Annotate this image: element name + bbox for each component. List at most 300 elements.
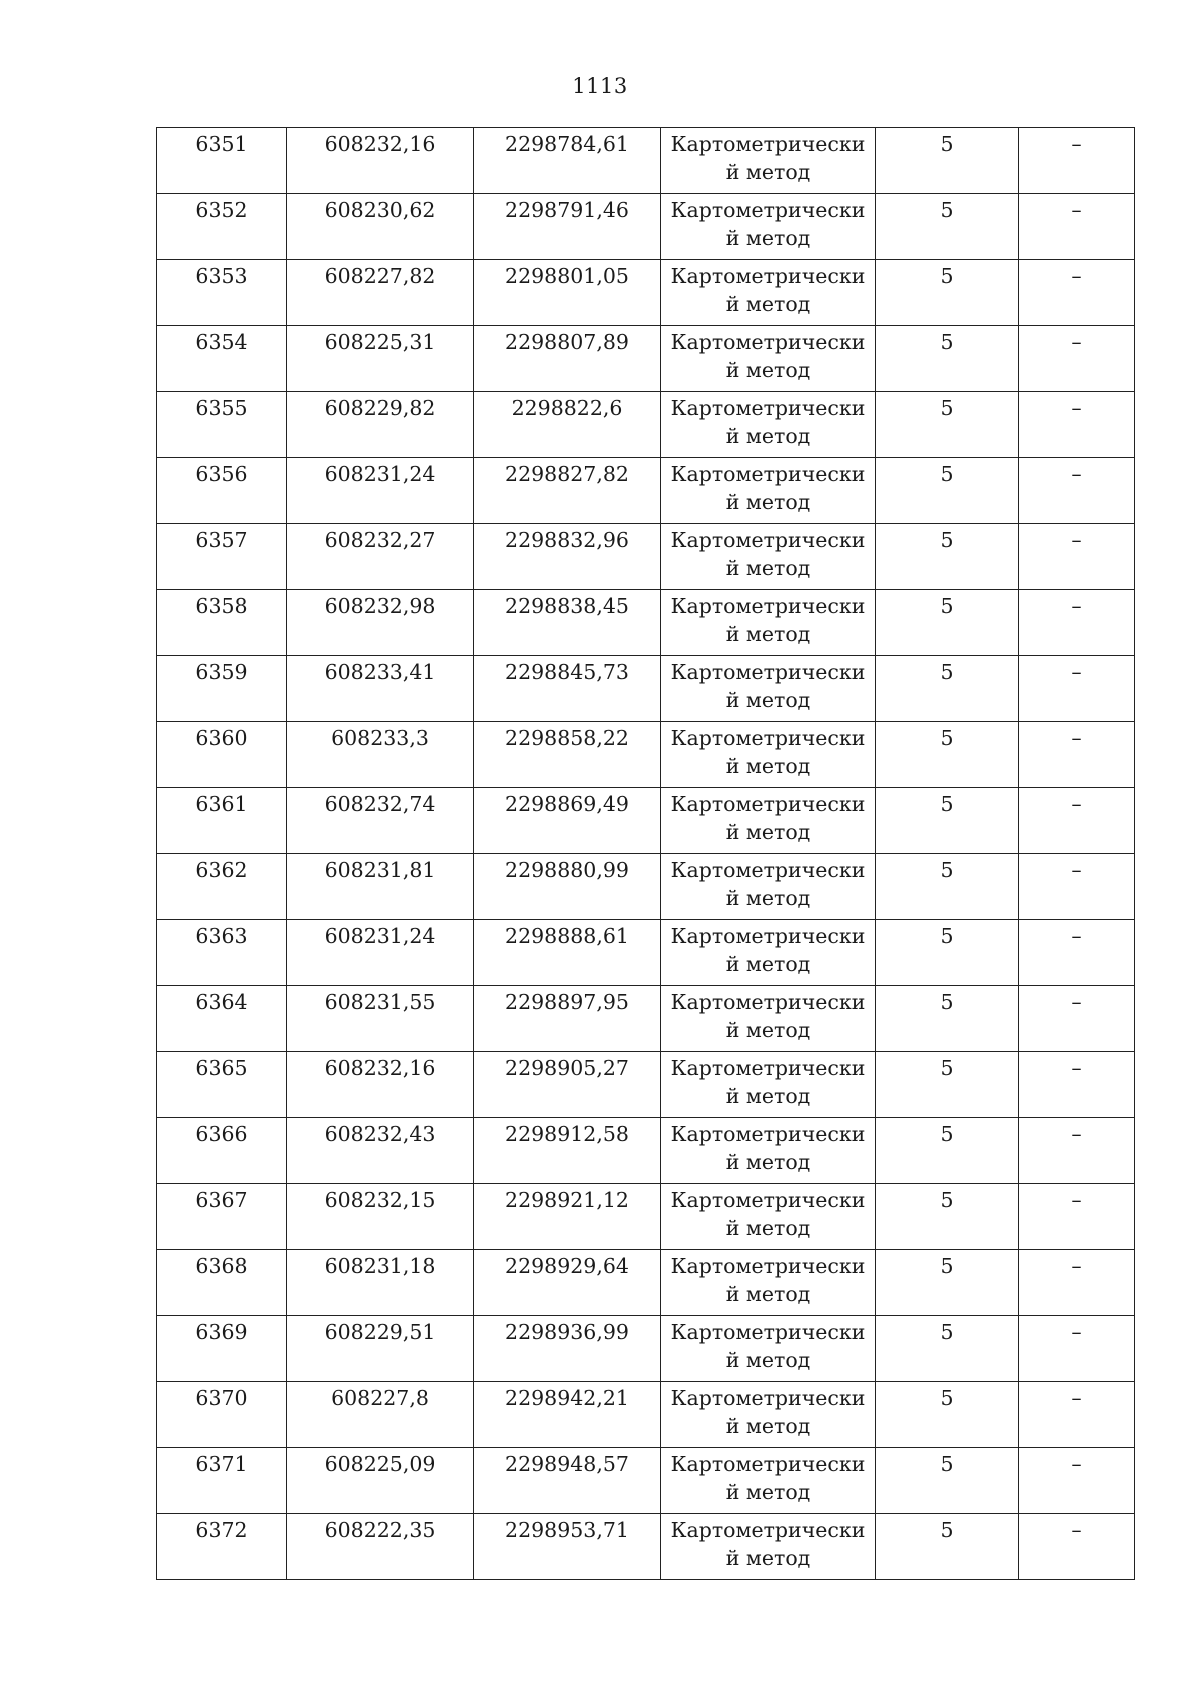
y-coordinate-cell xyxy=(474,590,661,656)
table-row xyxy=(157,1250,1135,1316)
y-coordinate-cell xyxy=(474,1052,661,1118)
x-coordinate: 608229,82 xyxy=(324,396,436,420)
point-id: 6361 xyxy=(195,792,248,816)
method-line-1: Картометрически xyxy=(670,1056,866,1080)
table-row xyxy=(157,986,1135,1052)
method-line-1: Картометрически xyxy=(670,132,866,156)
point-id-cell xyxy=(157,920,287,986)
method-cell xyxy=(661,1184,876,1250)
y-coordinate: 2298858,22 xyxy=(505,726,629,750)
note-cell xyxy=(1019,1448,1135,1514)
point-id: 6356 xyxy=(195,462,248,486)
note-value: – xyxy=(1071,660,1082,684)
note-cell xyxy=(1019,458,1135,524)
method-cell xyxy=(661,326,876,392)
x-coordinate: 608233,3 xyxy=(331,726,429,750)
note-value: – xyxy=(1071,1254,1082,1278)
note-value: – xyxy=(1071,198,1082,222)
method-line-2: й метод xyxy=(725,1018,811,1042)
y-coordinate: 2298838,45 xyxy=(505,594,629,618)
page-number: 1113 xyxy=(572,74,628,98)
x-coordinate-cell xyxy=(287,986,474,1052)
x-coordinate-cell xyxy=(287,590,474,656)
method-line-2: й метод xyxy=(725,1150,811,1174)
accuracy-cell xyxy=(876,1382,1019,1448)
accuracy-value: 5 xyxy=(940,396,954,420)
method-cell xyxy=(661,722,876,788)
x-coordinate: 608232,27 xyxy=(324,528,436,552)
x-coordinate-cell xyxy=(287,854,474,920)
note-cell xyxy=(1019,194,1135,260)
y-coordinate: 2298791,46 xyxy=(505,198,629,222)
point-id: 6367 xyxy=(195,1188,248,1212)
method-line-2: й метод xyxy=(725,424,811,448)
accuracy-cell xyxy=(876,722,1019,788)
point-id-cell xyxy=(157,1250,287,1316)
x-coordinate-cell xyxy=(287,656,474,722)
accuracy-value: 5 xyxy=(940,1518,954,1542)
method-line-1: Картометрически xyxy=(670,264,866,288)
note-value: – xyxy=(1071,1518,1082,1542)
y-coordinate-cell xyxy=(474,1118,661,1184)
point-id: 6354 xyxy=(195,330,248,354)
y-coordinate-cell xyxy=(474,1382,661,1448)
y-coordinate-cell xyxy=(474,854,661,920)
y-coordinate-cell xyxy=(474,128,661,194)
accuracy-value: 5 xyxy=(940,330,954,354)
point-id: 6359 xyxy=(195,660,248,684)
method-line-1: Картометрически xyxy=(670,594,866,618)
y-coordinate-cell xyxy=(474,920,661,986)
y-coordinate-cell xyxy=(474,392,661,458)
table-row xyxy=(157,194,1135,260)
x-coordinate-cell xyxy=(287,788,474,854)
note-value: – xyxy=(1071,726,1082,750)
accuracy-value: 5 xyxy=(940,264,954,288)
y-coordinate-cell xyxy=(474,524,661,590)
method-cell xyxy=(661,128,876,194)
note-cell xyxy=(1019,524,1135,590)
note-value: – xyxy=(1071,1452,1082,1476)
point-id-cell xyxy=(157,260,287,326)
y-coordinate-cell xyxy=(474,458,661,524)
accuracy-cell xyxy=(876,1316,1019,1382)
method-line-1: Картометрически xyxy=(670,1122,866,1146)
accuracy-cell xyxy=(876,1514,1019,1580)
method-cell xyxy=(661,1514,876,1580)
point-id-cell xyxy=(157,656,287,722)
y-coordinate-cell xyxy=(474,1184,661,1250)
method-line-2: й метод xyxy=(725,160,811,184)
table-row xyxy=(157,1118,1135,1184)
table-row xyxy=(157,722,1135,788)
note-cell xyxy=(1019,920,1135,986)
y-coordinate: 2298905,27 xyxy=(505,1056,629,1080)
method-cell xyxy=(661,524,876,590)
accuracy-value: 5 xyxy=(940,1122,954,1146)
note-cell xyxy=(1019,854,1135,920)
note-cell xyxy=(1019,986,1135,1052)
method-line-1: Картометрически xyxy=(670,792,866,816)
method-cell xyxy=(661,194,876,260)
method-line-1: Картометрически xyxy=(670,660,866,684)
y-coordinate: 2298822,6 xyxy=(511,396,623,420)
accuracy-cell xyxy=(876,458,1019,524)
table-row xyxy=(157,1052,1135,1118)
method-line-2: й метод xyxy=(725,754,811,778)
method-line-2: й метод xyxy=(725,688,811,712)
method-line-1: Картометрически xyxy=(670,990,866,1014)
note-value: – xyxy=(1071,132,1082,156)
method-cell xyxy=(661,590,876,656)
method-cell xyxy=(661,260,876,326)
note-cell xyxy=(1019,1514,1135,1580)
y-coordinate-cell xyxy=(474,656,661,722)
method-line-2: й метод xyxy=(725,952,811,976)
y-coordinate-cell xyxy=(474,1514,661,1580)
method-line-1: Картометрически xyxy=(670,1386,866,1410)
x-coordinate-cell xyxy=(287,1250,474,1316)
note-cell xyxy=(1019,788,1135,854)
x-coordinate: 608231,24 xyxy=(324,462,436,486)
y-coordinate: 2298807,89 xyxy=(505,330,629,354)
point-id: 6357 xyxy=(195,528,248,552)
y-coordinate: 2298784,61 xyxy=(505,132,629,156)
x-coordinate-cell xyxy=(287,1316,474,1382)
note-value: – xyxy=(1071,1320,1082,1344)
x-coordinate-cell xyxy=(287,128,474,194)
accuracy-cell xyxy=(876,854,1019,920)
point-id: 6364 xyxy=(195,990,248,1014)
x-coordinate-cell xyxy=(287,326,474,392)
table-row xyxy=(157,788,1135,854)
note-value: – xyxy=(1071,396,1082,420)
table-row xyxy=(157,458,1135,524)
point-id-cell xyxy=(157,590,287,656)
method-cell xyxy=(661,1118,876,1184)
x-coordinate: 608232,98 xyxy=(324,594,436,618)
x-coordinate-cell xyxy=(287,1514,474,1580)
y-coordinate: 2298869,49 xyxy=(505,792,629,816)
note-value: – xyxy=(1071,990,1082,1014)
accuracy-value: 5 xyxy=(940,1386,954,1410)
note-cell xyxy=(1019,1052,1135,1118)
x-coordinate: 608225,09 xyxy=(324,1452,436,1476)
method-line-1: Картометрически xyxy=(670,330,866,354)
x-coordinate-cell xyxy=(287,1052,474,1118)
method-line-2: й метод xyxy=(725,490,811,514)
note-value: – xyxy=(1071,924,1082,948)
y-coordinate: 2298929,64 xyxy=(505,1254,629,1278)
method-line-2: й метод xyxy=(725,1282,811,1306)
method-cell xyxy=(661,920,876,986)
note-cell xyxy=(1019,722,1135,788)
x-coordinate-cell xyxy=(287,722,474,788)
method-line-2: й метод xyxy=(725,556,811,580)
method-cell xyxy=(661,788,876,854)
method-line-1: Картометрически xyxy=(670,858,866,882)
point-id-cell xyxy=(157,722,287,788)
table-row xyxy=(157,326,1135,392)
method-cell xyxy=(661,656,876,722)
point-id-cell xyxy=(157,1184,287,1250)
y-coordinate-cell xyxy=(474,1316,661,1382)
method-line-2: й метод xyxy=(725,1480,811,1504)
method-cell xyxy=(661,458,876,524)
x-coordinate: 608231,24 xyxy=(324,924,436,948)
x-coordinate-cell xyxy=(287,458,474,524)
y-coordinate: 2298827,82 xyxy=(505,462,629,486)
point-id: 6366 xyxy=(195,1122,248,1146)
point-id-cell xyxy=(157,128,287,194)
table-row xyxy=(157,920,1135,986)
note-value: – xyxy=(1071,1122,1082,1146)
y-coordinate: 2298801,05 xyxy=(505,264,629,288)
point-id: 6351 xyxy=(195,132,248,156)
method-cell xyxy=(661,1316,876,1382)
method-line-2: й метод xyxy=(725,886,811,910)
note-value: – xyxy=(1071,264,1082,288)
method-cell xyxy=(661,1382,876,1448)
x-coordinate-cell xyxy=(287,1382,474,1448)
accuracy-cell xyxy=(876,1184,1019,1250)
method-line-2: й метод xyxy=(725,1348,811,1372)
note-value: – xyxy=(1071,1188,1082,1212)
accuracy-value: 5 xyxy=(940,726,954,750)
accuracy-value: 5 xyxy=(940,1254,954,1278)
accuracy-cell xyxy=(876,128,1019,194)
x-coordinate: 608232,74 xyxy=(324,792,436,816)
point-id-cell xyxy=(157,1052,287,1118)
method-line-1: Картометрически xyxy=(670,726,866,750)
point-id-cell xyxy=(157,194,287,260)
note-value: – xyxy=(1071,528,1082,552)
point-id: 6362 xyxy=(195,858,248,882)
table-row xyxy=(157,590,1135,656)
y-coordinate: 2298912,58 xyxy=(505,1122,629,1146)
y-coordinate: 2298921,12 xyxy=(505,1188,629,1212)
y-coordinate-cell xyxy=(474,1250,661,1316)
x-coordinate: 608222,35 xyxy=(324,1518,436,1542)
table-row xyxy=(157,1514,1135,1580)
y-coordinate: 2298936,99 xyxy=(505,1320,629,1344)
x-coordinate: 608233,41 xyxy=(324,660,436,684)
note-cell xyxy=(1019,590,1135,656)
method-cell xyxy=(661,1052,876,1118)
accuracy-value: 5 xyxy=(940,792,954,816)
method-line-1: Картометрически xyxy=(670,1320,866,1344)
method-line-1: Картометрически xyxy=(670,462,866,486)
accuracy-value: 5 xyxy=(940,1056,954,1080)
y-coordinate: 2298832,96 xyxy=(505,528,629,552)
point-id: 6363 xyxy=(195,924,248,948)
method-line-1: Картометрически xyxy=(670,1518,866,1542)
point-id-cell xyxy=(157,1514,287,1580)
x-coordinate: 608229,51 xyxy=(324,1320,436,1344)
accuracy-cell xyxy=(876,1250,1019,1316)
accuracy-value: 5 xyxy=(940,990,954,1014)
method-line-2: й метод xyxy=(725,1216,811,1240)
point-id: 6353 xyxy=(195,264,248,288)
y-coordinate-cell xyxy=(474,260,661,326)
method-line-1: Картометрически xyxy=(670,198,866,222)
x-coordinate-cell xyxy=(287,194,474,260)
x-coordinate-cell xyxy=(287,260,474,326)
point-id-cell xyxy=(157,1448,287,1514)
method-line-1: Картометрически xyxy=(670,1254,866,1278)
note-cell xyxy=(1019,392,1135,458)
accuracy-value: 5 xyxy=(940,660,954,684)
accuracy-value: 5 xyxy=(940,858,954,882)
point-id: 6352 xyxy=(195,198,248,222)
table-row xyxy=(157,392,1135,458)
method-line-2: й метод xyxy=(725,358,811,382)
note-cell xyxy=(1019,1250,1135,1316)
accuracy-cell xyxy=(876,1448,1019,1514)
method-line-2: й метод xyxy=(725,1414,811,1438)
x-coordinate: 608232,16 xyxy=(324,132,436,156)
x-coordinate: 608231,55 xyxy=(324,990,436,1014)
y-coordinate: 2298897,95 xyxy=(505,990,629,1014)
table-row xyxy=(157,1448,1135,1514)
note-cell xyxy=(1019,260,1135,326)
method-cell xyxy=(661,1448,876,1514)
y-coordinate: 2298888,61 xyxy=(505,924,629,948)
x-coordinate: 608227,82 xyxy=(324,264,436,288)
x-coordinate: 608231,18 xyxy=(324,1254,436,1278)
point-id: 6358 xyxy=(195,594,248,618)
point-id-cell xyxy=(157,1118,287,1184)
x-coordinate: 608225,31 xyxy=(324,330,436,354)
accuracy-cell xyxy=(876,392,1019,458)
point-id-cell xyxy=(157,986,287,1052)
accuracy-value: 5 xyxy=(940,198,954,222)
point-id: 6365 xyxy=(195,1056,248,1080)
point-id-cell xyxy=(157,326,287,392)
accuracy-cell xyxy=(876,590,1019,656)
note-cell xyxy=(1019,1382,1135,1448)
x-coordinate-cell xyxy=(287,920,474,986)
accuracy-value: 5 xyxy=(940,1188,954,1212)
table-row xyxy=(157,1316,1135,1382)
table-row xyxy=(157,1184,1135,1250)
y-coordinate-cell xyxy=(474,326,661,392)
point-id-cell xyxy=(157,854,287,920)
accuracy-cell xyxy=(876,194,1019,260)
accuracy-cell xyxy=(876,524,1019,590)
point-id-cell xyxy=(157,1382,287,1448)
accuracy-cell xyxy=(876,260,1019,326)
method-line-1: Картометрически xyxy=(670,1452,866,1476)
x-coordinate: 608230,62 xyxy=(324,198,436,222)
method-line-2: й метод xyxy=(725,226,811,250)
note-cell xyxy=(1019,1184,1135,1250)
y-coordinate: 2298953,71 xyxy=(505,1518,629,1542)
x-coordinate: 608232,43 xyxy=(324,1122,436,1146)
coordinates-table-body xyxy=(157,128,1135,1580)
accuracy-cell xyxy=(876,788,1019,854)
note-value: – xyxy=(1071,792,1082,816)
y-coordinate: 2298942,21 xyxy=(505,1386,629,1410)
method-line-2: й метод xyxy=(725,820,811,844)
table-row xyxy=(157,128,1135,194)
y-coordinate-cell xyxy=(474,722,661,788)
table-row xyxy=(157,524,1135,590)
method-cell xyxy=(661,392,876,458)
y-coordinate: 2298845,73 xyxy=(505,660,629,684)
note-value: – xyxy=(1071,1386,1082,1410)
point-id: 6360 xyxy=(195,726,248,750)
method-cell xyxy=(661,986,876,1052)
accuracy-value: 5 xyxy=(940,1320,954,1344)
method-line-1: Картометрически xyxy=(670,528,866,552)
table-row xyxy=(157,656,1135,722)
accuracy-value: 5 xyxy=(940,132,954,156)
accuracy-value: 5 xyxy=(940,594,954,618)
point-id: 6370 xyxy=(195,1386,248,1410)
table-row xyxy=(157,854,1135,920)
note-value: – xyxy=(1071,594,1082,618)
method-line-2: й метод xyxy=(725,622,811,646)
accuracy-value: 5 xyxy=(940,528,954,552)
accuracy-cell xyxy=(876,1052,1019,1118)
point-id: 6355 xyxy=(195,396,248,420)
point-id: 6372 xyxy=(195,1518,248,1542)
point-id-cell xyxy=(157,392,287,458)
accuracy-value: 5 xyxy=(940,924,954,948)
y-coordinate-cell xyxy=(474,1448,661,1514)
point-id-cell xyxy=(157,788,287,854)
x-coordinate: 608232,16 xyxy=(324,1056,436,1080)
y-coordinate-cell xyxy=(474,788,661,854)
y-coordinate: 2298880,99 xyxy=(505,858,629,882)
point-id: 6368 xyxy=(195,1254,248,1278)
y-coordinate-cell xyxy=(474,194,661,260)
note-cell xyxy=(1019,1316,1135,1382)
method-cell xyxy=(661,854,876,920)
note-value: – xyxy=(1071,462,1082,486)
x-coordinate: 608232,15 xyxy=(324,1188,436,1212)
note-cell xyxy=(1019,1118,1135,1184)
note-cell xyxy=(1019,326,1135,392)
table-row xyxy=(157,260,1135,326)
x-coordinate: 608227,8 xyxy=(331,1386,429,1410)
x-coordinate-cell xyxy=(287,1448,474,1514)
point-id: 6371 xyxy=(195,1452,248,1476)
method-cell xyxy=(661,1250,876,1316)
point-id-cell xyxy=(157,1316,287,1382)
x-coordinate-cell xyxy=(287,1184,474,1250)
note-cell xyxy=(1019,128,1135,194)
coordinates-table xyxy=(156,127,1135,1580)
note-value: – xyxy=(1071,1056,1082,1080)
note-value: – xyxy=(1071,858,1082,882)
accuracy-cell xyxy=(876,986,1019,1052)
table-row xyxy=(157,1382,1135,1448)
x-coordinate-cell xyxy=(287,392,474,458)
method-line-1: Картометрически xyxy=(670,1188,866,1212)
method-line-2: й метод xyxy=(725,1084,811,1108)
accuracy-cell xyxy=(876,920,1019,986)
accuracy-cell xyxy=(876,326,1019,392)
y-coordinate: 2298948,57 xyxy=(505,1452,629,1476)
note-cell xyxy=(1019,656,1135,722)
point-id-cell xyxy=(157,524,287,590)
accuracy-cell xyxy=(876,656,1019,722)
method-line-2: й метод xyxy=(725,292,811,316)
accuracy-value: 5 xyxy=(940,1452,954,1476)
method-line-2: й метод xyxy=(725,1546,811,1570)
